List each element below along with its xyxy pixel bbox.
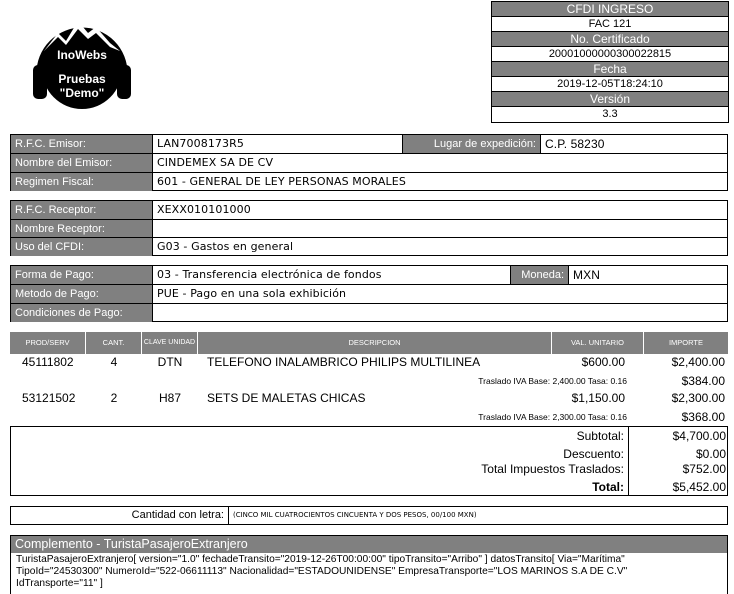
complemento-line-1: TuristaPasajeroExtranjero[ version="1.0" fechadeTransito="2019-12-26T00:00:00" tipoTransito="Arribo" ] datosTransito[ Via="Marítima" bbox=[16, 554, 625, 565]
nombre-emisor-label: Nombre del Emisor: bbox=[11, 154, 153, 172]
items-table-header bbox=[10, 332, 728, 354]
emisor-section bbox=[10, 134, 728, 191]
subtotal-value: $4,700.00 bbox=[672, 429, 726, 443]
cantidad-letra-section bbox=[10, 506, 728, 525]
col-clave: CLAVE UNIDAD bbox=[142, 332, 198, 354]
logo-line-2: Pruebas bbox=[58, 72, 106, 86]
item-unit: $1,150.00 bbox=[571, 391, 625, 405]
col-desc: DESCRIPCION bbox=[198, 332, 552, 354]
totals-section bbox=[10, 426, 728, 496]
logo-line-3: "Demo" bbox=[59, 86, 105, 100]
version-title: Versión bbox=[492, 92, 728, 107]
col-prod: PROD/SERV bbox=[10, 332, 86, 354]
moneda-label: Moneda: bbox=[511, 266, 569, 284]
version-value: 3.3 bbox=[602, 108, 618, 120]
fecha-value: 2019-12-05T18:24:10 bbox=[492, 77, 728, 92]
item-importe: $2,300.00 bbox=[671, 391, 725, 405]
item-cant: 2 bbox=[110, 391, 118, 405]
pago-section bbox=[10, 265, 728, 322]
impuestos-value: $752.00 bbox=[682, 462, 726, 476]
receptor-section bbox=[10, 200, 728, 256]
fecha-title: Fecha bbox=[492, 62, 728, 77]
item-clave: H87 bbox=[158, 391, 181, 405]
logo-line-1: InoWebs bbox=[57, 48, 107, 62]
total-label: Total: bbox=[592, 480, 624, 494]
item-prod: 45111802 bbox=[22, 355, 74, 369]
metodo-pago-value: PUE - Pago en una sola exhibición bbox=[157, 287, 347, 300]
nombre-receptor-label: Nombre Receptor: bbox=[11, 220, 153, 237]
regimen-value: 601 - GENERAL DE LEY PERSONAS MORALES bbox=[157, 175, 406, 188]
item-tax-line: Traslado IVA Base: 2,300.00 Tasa: 0.16 bbox=[478, 412, 627, 422]
complemento-line-3: IdTransporte="11" ] bbox=[16, 578, 103, 589]
item-tax: $368.00 bbox=[681, 410, 725, 424]
item-desc: SETS DE MALETAS CHICAS bbox=[207, 391, 366, 405]
folio-value: FAC 121 bbox=[492, 17, 728, 32]
item-cant: 4 bbox=[110, 355, 118, 369]
complemento-section bbox=[10, 535, 728, 594]
rfc-receptor-label: R.F.C. Receptor: bbox=[11, 201, 153, 219]
complemento-title: Complemento - TuristaPasajeroExtranjero bbox=[11, 536, 727, 553]
cfdi-title: CFDI INGRESO bbox=[492, 2, 728, 17]
item-tax-line: Traslado IVA Base: 2,400.00 Tasa: 0.16 bbox=[478, 376, 627, 386]
rfc-receptor-value: XEXX010101000 bbox=[157, 203, 251, 216]
col-unit: VAL. UNITARIO bbox=[552, 332, 644, 354]
total-value: $5,452.00 bbox=[672, 480, 726, 494]
rfc-emisor-label: R.F.C. Emisor: bbox=[11, 135, 153, 153]
lugar-value: C.P. 58230 bbox=[545, 137, 605, 151]
forma-pago-label: Forma de Pago: bbox=[11, 266, 153, 284]
lugar-label: Lugar de expedición: bbox=[403, 135, 541, 153]
descuento-label: Descuento: bbox=[563, 447, 624, 461]
moneda-value: MXN bbox=[573, 268, 600, 282]
invoice-header-block bbox=[491, 1, 729, 123]
item-importe: $2,400.00 bbox=[671, 355, 725, 369]
complemento-line-2: TipoId="24530300" NumeroId="522-06611113" Nacionalidad="ESTADOUNIDENSE" EmpresaTransporte="LOS MARINOS S.A DE C.V" bbox=[16, 566, 628, 577]
uso-cfdi-value: G03 - Gastos en general bbox=[157, 240, 294, 253]
cert-title: No. Certificado bbox=[492, 32, 728, 47]
metodo-pago-label: Metodo de Pago: bbox=[11, 285, 153, 303]
regimen-label: Regimen Fiscal: bbox=[11, 173, 153, 191]
descuento-value: $0.00 bbox=[695, 447, 726, 461]
cantidad-letra-value: (CINCO MIL CUATROCIENTOS CINCUENTA Y DOS PESOS, 00/100 MXN) bbox=[233, 511, 477, 519]
cantidad-letra-label: Cantidad con letra: bbox=[11, 507, 229, 524]
cert-value: 20001000000300022815 bbox=[492, 47, 728, 62]
item-desc: TELEFONO INALAMBRICO PHILIPS MULTILINEA bbox=[207, 355, 481, 369]
impuestos-label: Total Impuestos Traslados: bbox=[481, 462, 624, 476]
item-unit: $600.00 bbox=[581, 355, 625, 369]
nombre-emisor-value: CINDEMEX SA DE CV bbox=[157, 156, 274, 169]
company-logo bbox=[30, 7, 134, 119]
condiciones-value bbox=[153, 304, 157, 322]
col-cant: CANT. bbox=[86, 332, 142, 354]
col-importe: IMPORTE bbox=[668, 338, 704, 347]
item-tax: $384.00 bbox=[681, 374, 725, 388]
rfc-emisor-value: LAN7008173R5 bbox=[153, 135, 403, 153]
subtotal-label: Subtotal: bbox=[576, 429, 624, 443]
nombre-receptor-value bbox=[153, 220, 157, 237]
item-prod: 53121502 bbox=[22, 391, 76, 405]
forma-pago-value: 03 - Transferencia electrónica de fondos bbox=[153, 266, 511, 284]
uso-cfdi-label: Uso del CFDI: bbox=[11, 238, 153, 256]
condiciones-label: Condiciones de Pago: bbox=[11, 304, 153, 322]
item-clave: DTN bbox=[157, 355, 183, 369]
